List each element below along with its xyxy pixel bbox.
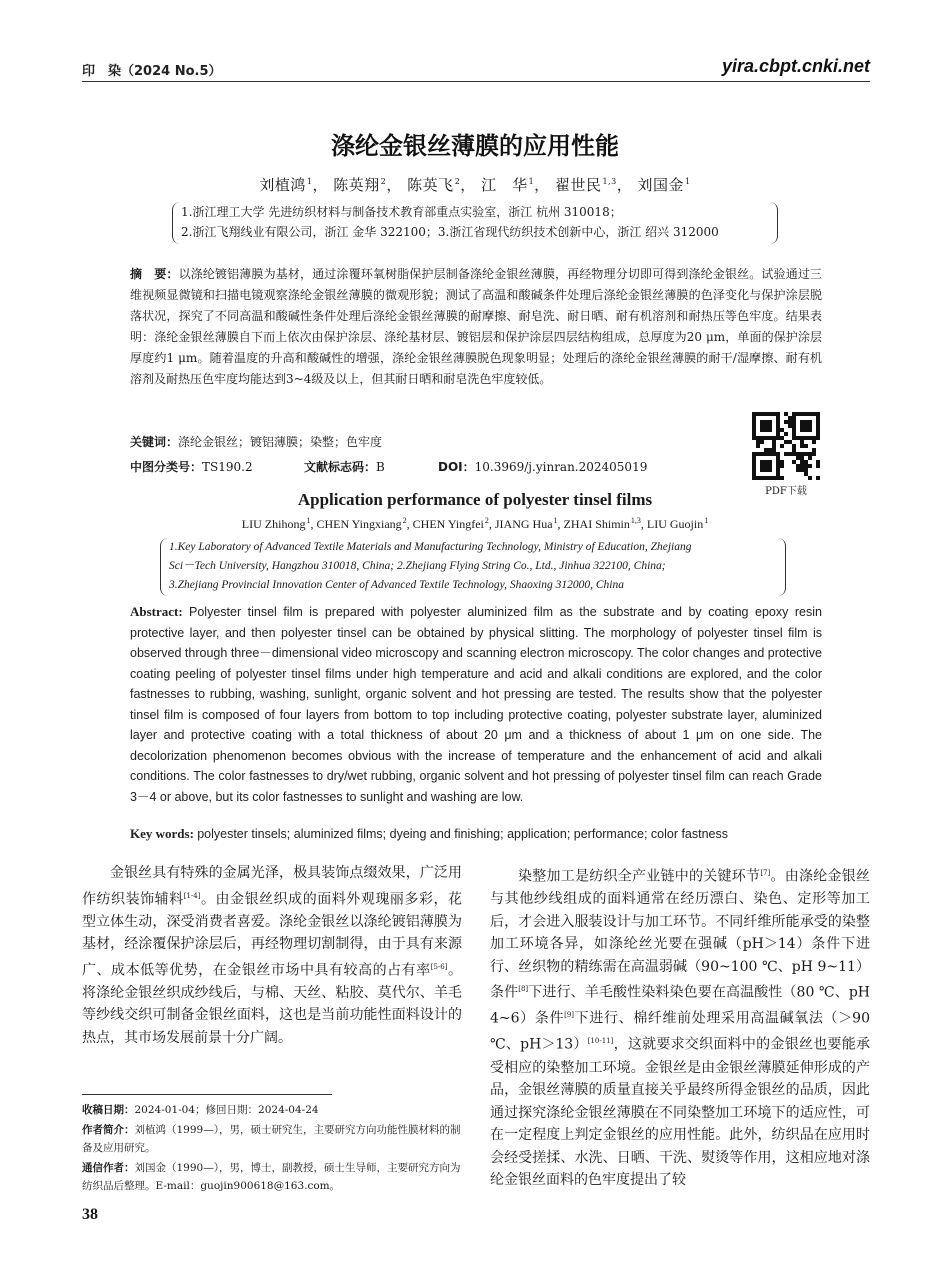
author-cn: 江 华$^1$: [481, 176, 535, 194]
keywords-label: Key words: [130, 826, 190, 841]
affiliation-line: 1.Key Laboratory of Advanced Textile Materials and Manufacturing Technology, Ministry of Education, Zhejiang: [169, 541, 692, 553]
citation[interactable]: [7]: [760, 869, 771, 877]
abstract-label: Abstract: [130, 604, 179, 619]
author-en: JIANG Hua$^1$: [494, 516, 558, 531]
author-en: LIU Zhihong$^1$: [241, 516, 311, 531]
abstract-cn: [130, 264, 822, 390]
author-en: ZHAI Shimin$^{1,3}$: [563, 516, 641, 531]
header-divider: [82, 81, 870, 82]
author-en: LIU Guojin$^1$: [646, 516, 709, 531]
author-cn: 翟世民$^{1,3}$: [554, 176, 617, 194]
affiliation-line: 2.浙江飞翔线业有限公司，浙江 金华 322100；3.浙江省现代纺织技术创新中心，浙江 绍兴 312000: [181, 225, 719, 239]
body-column-right: [490, 862, 870, 1192]
authors-en: LIU Zhihong$^1$, CHEN Yingxiang$^2$, CHEN Yingfei$^2$, JIANG Hua$^1$, ZHAI Shimin$^{1,3}$, LIU Guojin$^1$: [241, 516, 709, 531]
keywords-cn: [130, 433, 382, 450]
affiliations-en: [160, 538, 786, 596]
citation[interactable]: [10-11]: [587, 1037, 614, 1046]
author-cn: 刘国金$^1$: [637, 176, 691, 194]
author-en: CHEN Yingxiang$^2$: [316, 516, 407, 531]
abstract-en: Abstract: Polyester tinsel film is prepared with polyester aluminized film as the substrate and by coating epoxy resin protective layer, and then polyester tinsel can be obtained by physical slitting. The morphology of polyester tinsel film is observed through three－dimensional video microscopy and scanning electron microscopy. The color changes and protective coating peeling of polyester tinsel films under high temperature and acid and alkali conditions are explored, and the color fastnesses to rubbing, washing, sunlight, organic solvent and hot pressing are tested. The results show that the polyester tinsel film is composed of four layers from bottom to top including protective coating, polyester substrate layer, aluminized layer and protective coating with a total thickness of about 20 μm and a thickness of about 1 μm on one side. The decolorization phenomenon becomes obvious with the increase of temperature and the enhancement of acid and alkali conditions. The color fastnesses to dry/wet rubbing, organic solvent and hot pressing of polyester tinsel film can reach Grade 3－4 or above, but its color fastnesses to sunlight and washing are low.: [130, 604, 822, 804]
footnote-divider: [82, 1094, 332, 1095]
page-header: [82, 56, 870, 80]
affiliation-line: 3.Zhejiang Provincial Innovation Center of Advanced Textile Technology, Shaoxing 312000, China: [169, 579, 624, 591]
keywords-label: 关键词：: [130, 435, 179, 449]
footnote-author: 作者简介：刘植鸿（1999—），男，硕士研究生，主要研究方向功能性膜材料的制备及应用研究。: [82, 1124, 461, 1154]
affiliation-line: Sci－Tech University, Hangzhou 310018, China; 2.Zhejiang Flying String Co., Ltd., Jinhua 322100, China;: [169, 560, 666, 572]
authors-cn: 刘植鸿$^1$， 陈英翔$^2$， 陈英飞$^2$， 江 华$^1$， 翟世民$^{1,3}$， 刘国金$^1$: [259, 176, 691, 194]
abstract-text: 以涤纶镀铝薄膜为基材，通过涂覆环氧树脂保护层制备涤纶金银丝薄膜，再经物理分切即可得到涤纶金银丝。试验通过三维视频显微镜和扫描电镜观察涤纶金银丝薄膜的微观形貌；测试了高温和酸碱条件处理后涤纶金银丝薄膜的色泽变化与保护涂层脱落状况，探究了不同高温和酸碱性条件处理后涤纶金银丝薄膜的耐摩擦、耐皂洗、耐日晒、耐有机溶剂和耐热压等色牢度。结果表明：涤纶金银丝薄膜自下而上依次由保护涂层、涤纶基材层、镀铝层和保护涂层四层结构组成，总厚度为20 μm，单面的保护涂层厚度约1 μm。随着温度的升高和酸碱性的增强，涤纶金银丝薄膜脱色现象明显；处理后的涤纶金银丝薄膜的耐干/湿摩擦、耐有机溶剂及耐热压色牢度均能达到3~4级及以上，但其耐日晒和耐皂洗色牢度较低。: [130, 267, 822, 386]
author-cn: 刘植鸿$^1$: [259, 176, 313, 194]
affiliations-cn: [172, 202, 778, 244]
body-paragraph: 金银丝具有特殊的金属光泽，极具装饰点缀效果，广泛用作纺织装饰辅料[1-4]。由金银丝织成的面料外观瑰丽多彩，花型立体生动，深受消费者喜爱。涤纶金银丝以涤纶镀铝薄膜为基材，经涂覆保护涂层后，再经物理切割制得，由于具有来源广、成本低等优势，在金银丝市场中具有较高的占有率[5-6]。将涤纶金银丝织成纱线后，与棉、天丝、粘胶、莫代尔、羊毛等纱线交织可制备金银丝面料，这也是当前功能性面料设计的热点，其市场发展前景十分广阔。: [82, 865, 463, 1046]
qr-label: PDF下载: [765, 486, 807, 497]
keywords-text: polyester tinsels; aluminized films; dyeing and finishing; application; performance; color fastness: [197, 827, 729, 841]
doi[interactable]: DOI：10.3969/j.yinran.202405019: [438, 460, 648, 474]
body-paragraph: 染整加工是纺织全产业链中的关键环节[7]。由涤纶金银丝与其他纱线组成的面料通常在经历漂白、染色、定形等加工后，才会进入服装设计与加工环节。不同纤维所能承受的染整加工环境各异，如涤纶丝光要在强碱（pH＞14）条件下进行、丝织物的精练需在高温弱碱（90~100 ℃、pH 9~11）条件[8]下进行、羊毛酸性染料染色要在高温酸性（80 ℃、pH 4~6）条件[9]下进行、棉纤维前处理采用高温碱氧法（＞90 ℃、pH＞13）[10-11]，这就要求交织面料中的金银丝也要能承受相应的染整加工环境。金银丝是由金银丝薄膜延伸形成的产品，金银丝薄膜的质量直接关乎最终所得金银丝的品质，因此通过探究涤纶金银丝薄膜在不同染整加工环境下的适应性，可在一定程度上判定金银丝的应用性能。此外，纺织品在应用时会经受搓揉、水洗、日晒、干洗、熨烫等作用，这相应地对涤纶金银丝面料的色牢度提出了较: [490, 868, 871, 1189]
author-en: CHEN Yingfei$^2$: [412, 516, 489, 531]
citation[interactable]: [9]: [564, 1011, 575, 1020]
keywords-text: 涤纶金银丝；镀铝薄膜；染整；色牢度: [178, 435, 383, 449]
keywords-en: Key words: polyester tinsels; aluminized films; dyeing and finishing; application; performance; color fastness: [130, 826, 729, 841]
footnote-corresponding: 通信作者：刘国金（1990—），男，博士，副教授，硕士生导师，主要研究方向为纺织品后整理。E-mail：guojin900618@163.com。: [82, 1162, 461, 1192]
body-column-left: [82, 862, 462, 1049]
abstract-text: Polyester tinsel film is prepared with polyester aluminized film as the substrate and by coating epoxy resin protective layer, and then polyester tinsel can be obtained by physical slitting. The morphology of polyester tinsel film is observed through three－dimensional video microscopy and scanning electron microscopy. The color changes and protective coating peeling of polyester tinsel films under high temperature and acid and alkali conditions are explored, and the color fastnesses to rubbing, washing, sunlight, organic solvent and hot pressing are tested. The results show that the polyester tinsel film is composed of four layers from bottom to top including protective coating, polyester substrate layer, aluminized layer and protective coating with a total thickness of about 20 μm and a thickness of about 1 μm on one side. The decolorization phenomenon becomes obvious with the increase of temperature and the enhancement of acid and alkali conditions. The color fastnesses to dry/wet rubbing, organic solvent and hot pressing of polyester tinsel film can reach Grade 3－4 or above, but its color fastnesses to sunlight and washing are low.: [130, 605, 822, 804]
clc-number: 中图分类号：TS190.2: [130, 460, 253, 474]
article-title-en: Application performance of polyester tinsel films: [297, 490, 653, 509]
affiliation-line: 1.浙江理工大学 先进纺织材料与制备技术教育部重点实验室，浙江 杭州 310018；: [181, 205, 622, 219]
journal-name: 印 染（2024 No.5）: [82, 64, 222, 79]
citation[interactable]: [1-4]: [183, 891, 201, 900]
citation[interactable]: [5-6]: [430, 962, 448, 971]
citation[interactable]: [8]: [518, 985, 529, 994]
page-number: 38: [82, 1206, 98, 1223]
document-code: 文献标志码：B: [304, 460, 385, 474]
qr-code-icon[interactable]: [752, 412, 820, 480]
author-cn: 陈英翔$^2$: [333, 176, 387, 194]
abstract-label: 摘 要：: [130, 267, 179, 281]
footnote-received: 收稿日期：2024-01-04；修回日期：2024-04-24: [82, 1104, 319, 1116]
journal-url[interactable]: yira.cbpt.cnki.net: [721, 56, 870, 76]
article-title-cn: 涤纶金银丝薄膜的应用性能: [331, 132, 619, 160]
author-cn: 陈英飞$^2$: [407, 176, 461, 194]
